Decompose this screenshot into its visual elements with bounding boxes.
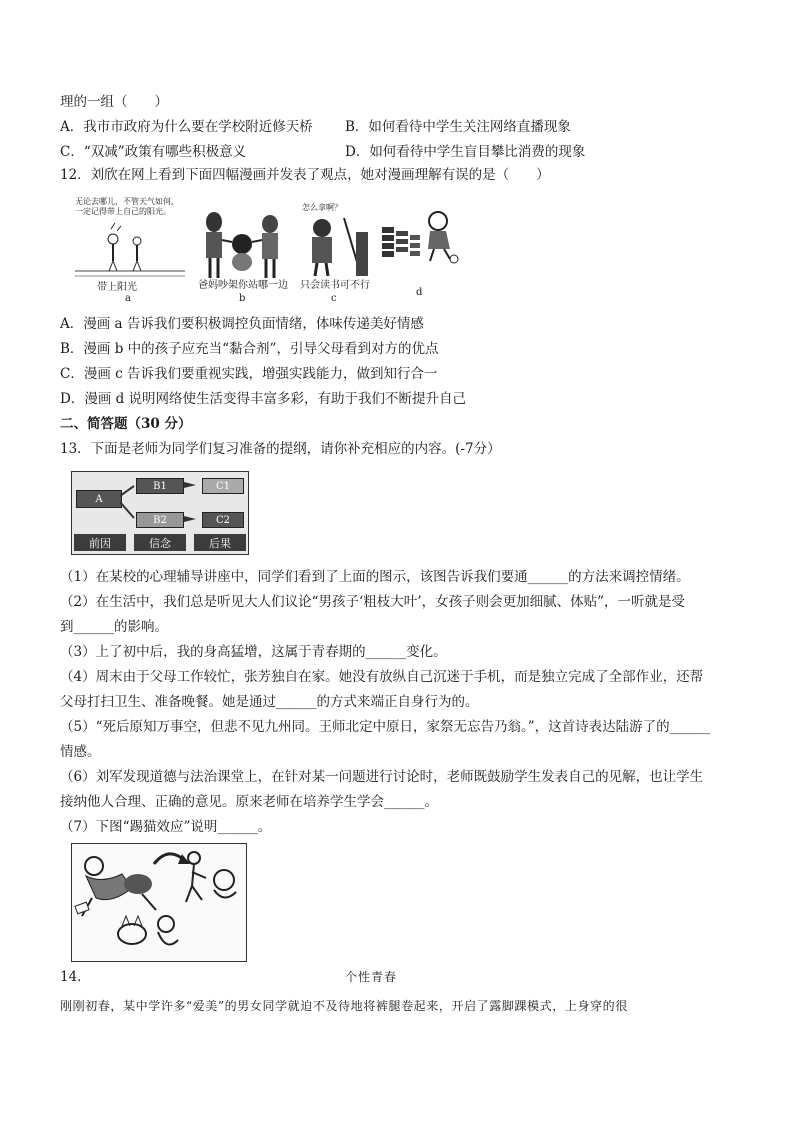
comic-b-caption: 爸妈吵架你站哪一边	[198, 280, 288, 291]
q14-number: 14．	[60, 969, 91, 985]
flow-box-b1: B1	[136, 478, 184, 494]
q12-option-c: C．漫画 c 告诉我们要重视实践，增强实践能力，做到知行合一	[60, 366, 438, 382]
q12-option-a: A．漫画 a 告诉我们要积极调控负面情绪，体味传递美好情感	[60, 316, 424, 332]
comic-a-bubble-line-1: 无论去哪儿，不管天气如何,	[75, 197, 174, 206]
section-2-title: 二、简答题（30 分）	[60, 416, 192, 432]
q13-part-2-line-1: （2）在生活中，我们总是听见大人们议论“男孩子‘粗枝大叶’，女孩子则会更加细腻、体贴”，一听就是受	[60, 594, 685, 610]
kick-the-cat-drawing	[72, 844, 246, 961]
comic-b-drawing	[198, 210, 286, 282]
comic-c-drawing	[298, 214, 378, 276]
q13-part-4-line-1: （4）周末由于父母工作较忙，张芳独自在家。她没有放纵自己沉迷于手机，而是独立完成了全部作业，还帮	[60, 669, 704, 685]
q12-option-d: D．漫画 d 说明网络使生活变得丰富多彩，有助于我们不断提升自己	[60, 391, 467, 407]
comic-b-label: b	[239, 293, 246, 304]
flow-box-c2: C2	[202, 512, 244, 528]
flow-footer-belief: 信念	[134, 534, 186, 551]
q11-option-d: D．如何看待中学生盲目攀比消费的现象	[345, 144, 586, 160]
q12-stem: 12．刘欣在网上看到下面四幅漫画并发表了观点，她对漫画理解有误的是（ ）	[60, 167, 550, 183]
q13-part-3: （3）上了初中后，我的身高猛增，这属于青春期的______变化。	[60, 644, 447, 660]
flow-box-c1: C1	[202, 478, 244, 494]
comic-c	[298, 200, 378, 305]
q11-stem-tail: 理的一组（ ）	[60, 94, 168, 110]
comic-d	[380, 205, 460, 305]
flow-box-a: A	[76, 490, 122, 508]
flow-box-b2: B2	[136, 512, 184, 528]
q11-option-c: C．“双减”政策有哪些积极意义	[60, 144, 247, 160]
comic-c-caption: 只会读书可不行	[300, 280, 370, 291]
flow-footer-cause: 前因	[74, 534, 126, 551]
q13-part-5-line-1: （5）“死后原知万事空，但悲不见九州同。王师北定中原日，家祭无忘告乃翁。”，这首诗表达陆游了的______	[60, 719, 711, 735]
comic-a-label: a	[125, 293, 131, 304]
comic-a	[75, 195, 185, 305]
q14-passage: 刚刚初春，某中学许多“爱美”的男女同学就迫不及待地将裤腿卷起来，开启了露脚踝模式，上身穿的很	[60, 999, 628, 1013]
q13-part-7: （7）下图“踢猫效应”说明______。	[60, 819, 272, 835]
q13-stem: 13．下面是老师为同学们复习准备的提纲，请你补充相应的内容。(-7分）	[60, 441, 501, 457]
q13-part-5-line-2: 情感。	[60, 744, 101, 760]
q13-part-2-line-2: 到______的影响。	[60, 619, 168, 635]
comic-d-drawing	[380, 205, 460, 265]
q11-option-a: A．我市市政府为什么要在学校附近修天桥	[60, 119, 313, 135]
q14-title: 个性青春	[345, 970, 398, 984]
comic-b	[198, 200, 286, 305]
q13-part-6-line-1: （6）刘军发现道德与法治课堂上，在针对某一问题进行讨论时，老师既鼓励学生发表自己的见解，也让学生	[60, 769, 704, 785]
flow-footer-result: 后果	[194, 534, 246, 551]
q13-part-6-line-2: 接纳他人合理、正确的意见。原来老师在培养学生学会______。	[60, 794, 438, 810]
kick-the-cat-cartoon	[71, 843, 247, 962]
comic-d-label: d	[416, 287, 423, 298]
comic-a-caption: 带上阳光	[97, 282, 137, 293]
q12-option-b: B．漫画 b 中的孩子应充当“黏合剂”，引导父母看到对方的优点	[60, 341, 439, 357]
comic-c-label: c	[331, 293, 337, 304]
q13-part-1: （1）在某校的心理辅导讲座中，同学们看到了上面的图示，该图告诉我们要通______的方法来调控情绪。	[60, 569, 690, 585]
q13-part-4-line-2: 父母打扫卫生、准备晚餐。她是通过______的方式来端正自身行为的。	[60, 694, 479, 710]
q13-flow-diagram	[71, 471, 249, 555]
comic-c-bubble: 怎么拿啊？	[302, 203, 342, 212]
q11-option-b: B．如何看待中学生关注网络直播现象	[345, 119, 571, 135]
flow-arrows	[72, 472, 248, 534]
comic-a-bubble-line-2: 一定记得带上自己的阳光。	[75, 207, 171, 216]
